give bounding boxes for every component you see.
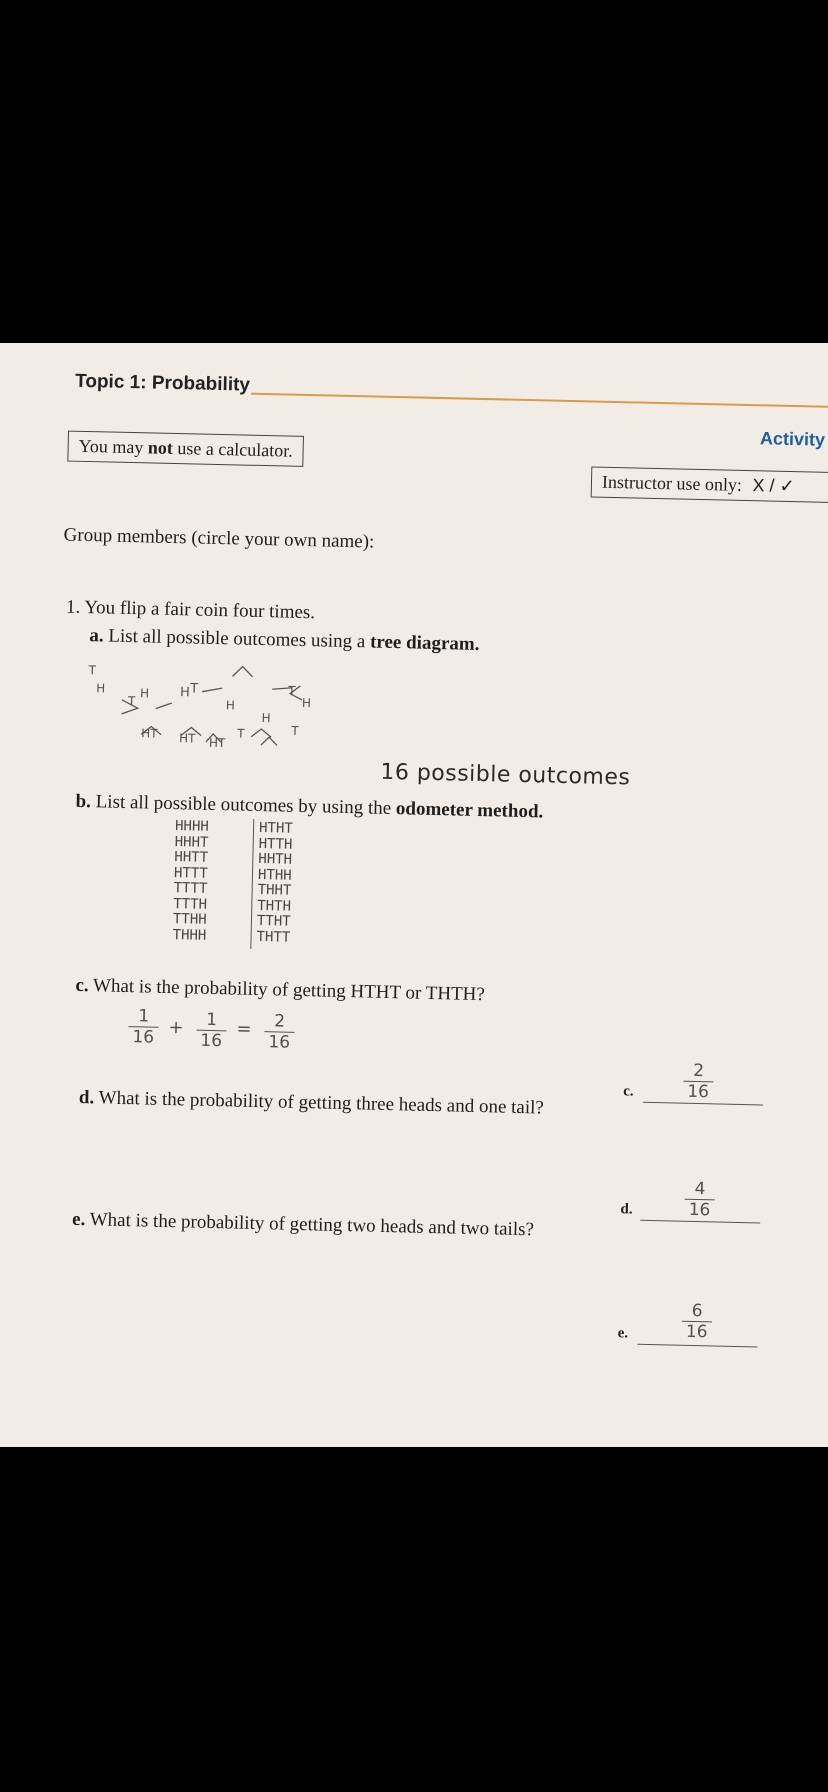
part-a-label: a.: [89, 625, 104, 647]
odometer-divider: [250, 819, 254, 949]
part-a-text: [89, 625, 480, 656]
fraction-numerator: 1: [129, 1006, 159, 1028]
outcome-item: TTTT: [173, 880, 208, 897]
part-c-question: What is the probability of getting HTHT or THTH?: [92, 975, 486, 1006]
outcome-item: HTHT: [258, 820, 293, 837]
worksheet-content: [0, 343, 828, 1447]
tree-mark: H: [301, 695, 312, 711]
outcome-item: HHHT: [174, 833, 209, 851]
outcome-item: HHTH: [258, 850, 293, 868]
outcome-item: THHT: [257, 881, 292, 899]
outcome-item: THTT: [256, 928, 291, 946]
part-b-text: [75, 791, 543, 824]
fraction-numerator: 2: [264, 1011, 294, 1033]
tree-mark: H: [179, 685, 191, 701]
question-1-prompt: 1. You flip a fair coin four times.: [65, 596, 316, 624]
answer-e-label: e.: [617, 1325, 629, 1342]
fraction-numerator: 4: [685, 1179, 715, 1201]
outcome-item: HTTT: [173, 864, 208, 882]
tree-mark: H: [225, 698, 236, 713]
tree-mark: H: [261, 711, 271, 726]
answer-c-line: [643, 1102, 763, 1106]
part-e-label: e.: [71, 1208, 86, 1231]
outcome-item: HTHH: [257, 866, 292, 884]
tree-branches: [80, 655, 342, 771]
fraction-denominator: 16: [132, 1027, 155, 1048]
tree-mark: T: [237, 726, 245, 741]
answer-d-fraction: [684, 1179, 715, 1221]
answer-d-label: d.: [620, 1201, 633, 1218]
tree-mark: T: [288, 683, 296, 698]
answer-e-fraction: [682, 1301, 713, 1343]
tree-mark: HT: [178, 731, 196, 746]
part-d-text: [79, 1087, 544, 1120]
possible-outcomes-note: 16 possible outcomes: [380, 759, 631, 791]
part-a-prefix: List all possible outcomes using a: [108, 625, 366, 653]
part-c-label: c.: [75, 974, 89, 997]
tree-mark: H: [139, 686, 150, 701]
answer-e-line: [637, 1344, 757, 1348]
part-d-label: d.: [78, 1086, 95, 1109]
fraction-denominator: 16: [200, 1030, 223, 1052]
fraction-denominator: 16: [687, 1081, 710, 1103]
outcome-item: TTHT: [256, 912, 291, 930]
calculator-notice-suffix: use a calculator.: [177, 438, 294, 461]
answer-d-line: [640, 1220, 760, 1224]
answer-c-label: c.: [623, 1083, 634, 1100]
fraction-denominator: 16: [688, 1199, 711, 1221]
fraction-numerator: 6: [682, 1301, 712, 1323]
odometer-column-2: [256, 821, 293, 946]
part-b-bold: odometer method.: [395, 798, 544, 823]
outcome-item: HTTH: [258, 835, 293, 853]
part-b-label: b.: [75, 790, 92, 813]
tree-mark: HT: [141, 726, 158, 741]
tree-mark: H: [96, 681, 106, 696]
outcome-item: THHH: [172, 926, 207, 944]
part-b-prefix: List all possible outcomes by using the: [95, 791, 392, 819]
outcome-item: HHTT: [174, 849, 209, 866]
plus-sign: +: [168, 1017, 184, 1039]
topic-title: Topic 1: Probability: [74, 370, 251, 396]
outcome-item: THTH: [257, 897, 292, 915]
header-rule: [251, 393, 828, 409]
instructor-marks: X / ✓: [752, 475, 795, 497]
answer-c-fraction: [683, 1061, 714, 1103]
calculator-notice: [67, 431, 304, 467]
part-e-question: What is the probability of getting two heads and two tails?: [89, 1209, 535, 1241]
tree-mark: T: [291, 723, 299, 738]
fraction-numerator: 2: [683, 1061, 713, 1083]
part-c-text: [75, 975, 485, 1006]
worksheet-photo: [0, 343, 828, 1447]
outcome-item: HHHH: [174, 818, 209, 835]
fraction-numerator: 1: [196, 1010, 226, 1032]
part-a-bold: tree diagram.: [369, 631, 480, 655]
part-e-text: [72, 1209, 534, 1241]
instructor-note: Instructor use only:: [601, 471, 743, 495]
fraction-denominator: 16: [268, 1032, 291, 1053]
equals-sign: =: [236, 1018, 252, 1040]
calculator-notice-not: not: [147, 437, 174, 458]
activity-label: Activity: [759, 428, 826, 450]
tree-mark: HT: [208, 735, 226, 751]
calculator-notice-prefix: You may: [78, 435, 144, 458]
tree-mark: T: [127, 693, 136, 709]
fraction-denominator: 16: [685, 1321, 708, 1343]
fraction-term-2: [196, 1010, 227, 1052]
tree-mark: T: [190, 681, 199, 697]
outcome-item: TTHH: [172, 911, 207, 928]
instructor-use-box: [591, 466, 828, 503]
tree-mark: T: [88, 663, 97, 678]
outcome-item: TTTH: [173, 895, 208, 913]
fraction-result: [264, 1011, 295, 1053]
fraction-term-1: [128, 1006, 159, 1048]
group-members-label: Group members (circle your own name):: [63, 524, 375, 553]
part-d-question: What is the probability of getting three heads and one tail?: [98, 1087, 545, 1119]
odometer-column-1: [172, 819, 209, 944]
